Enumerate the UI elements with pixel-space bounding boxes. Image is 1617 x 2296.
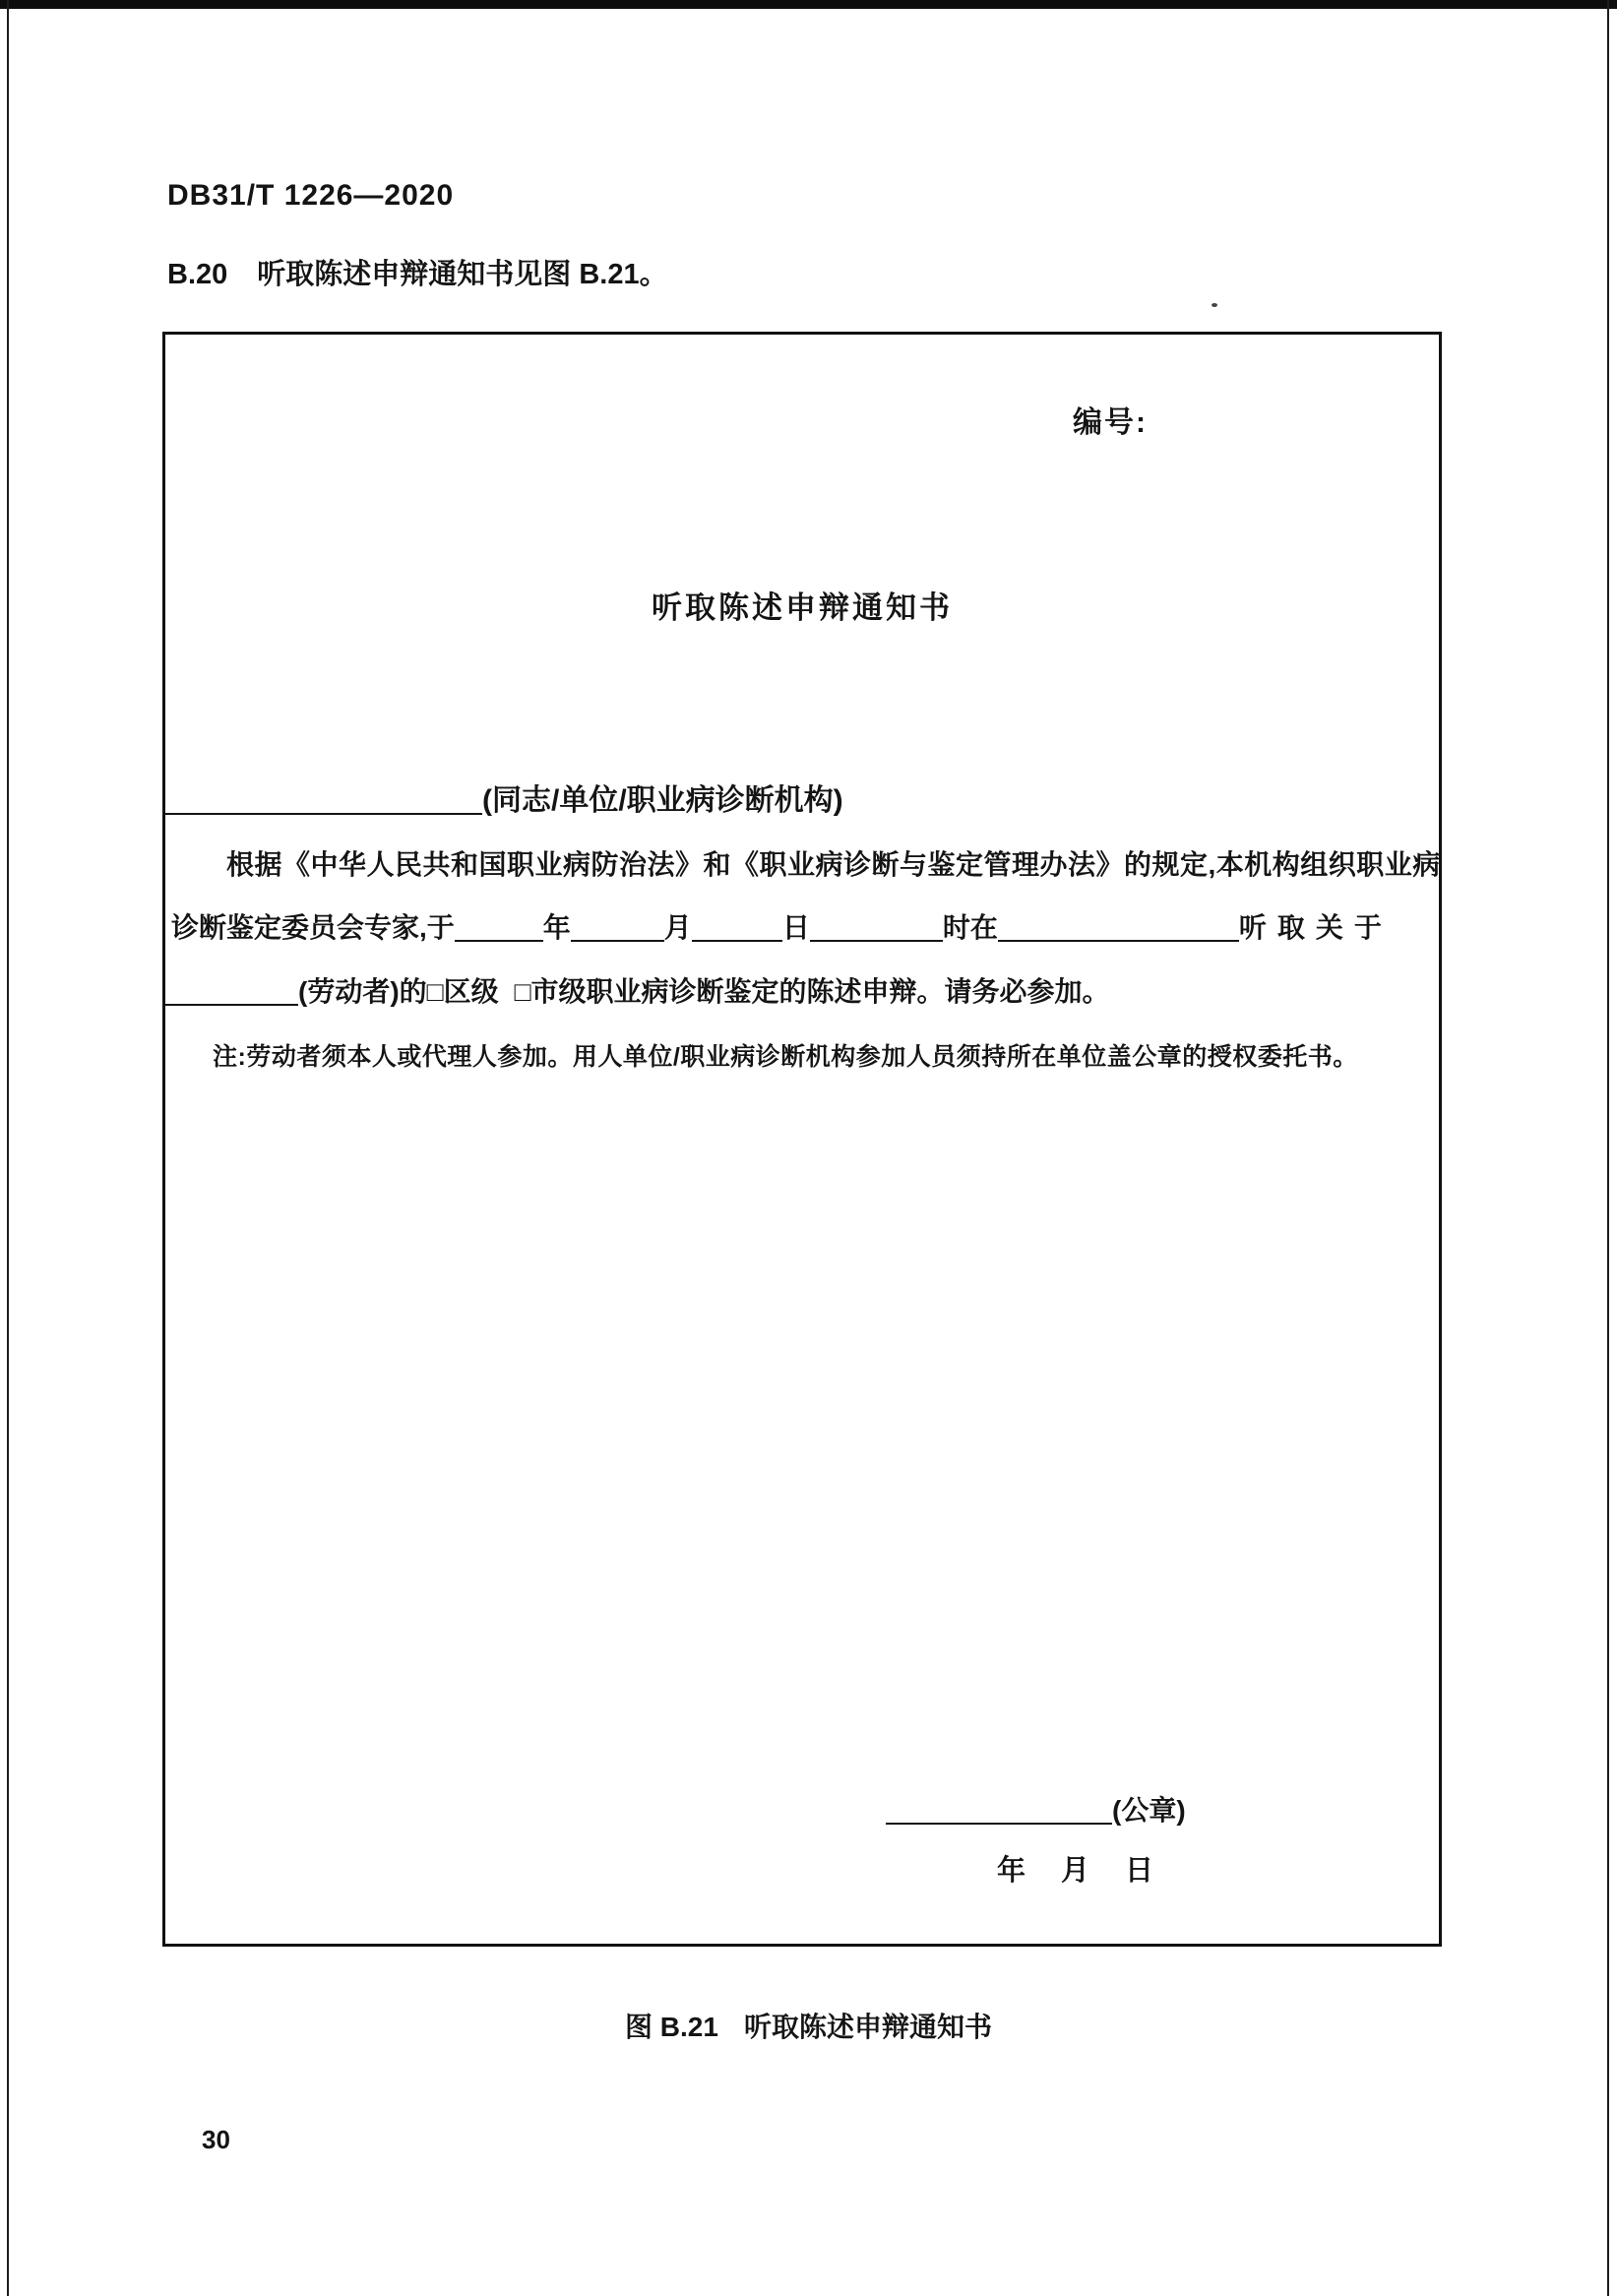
serial-number-label: 编号: (1073, 406, 1148, 439)
note-text: 注:劳动者须本人或代理人参加。用人单位/职业病诊断机构参加人员须持所在单位盖公章的授权委托书。 (213, 1043, 1358, 1071)
section-text: 听取陈述申辩通知书见图 B.21。 (257, 259, 668, 290)
line2-lead: 诊断鉴定委员会专家,于 (171, 912, 455, 943)
district-level-checkbox: □ (426, 976, 444, 1007)
district-level-label: 区级 (443, 976, 499, 1007)
date-month-label: 月 (1061, 1855, 1090, 1887)
addressee-line (165, 776, 843, 819)
signature-date-line (997, 1848, 1153, 1889)
date-year-label: 年 (997, 1855, 1026, 1887)
section-label: B.20 (167, 259, 228, 290)
time-blank-field (810, 912, 943, 942)
notice-form-box (162, 332, 1442, 1947)
addressee-blank-field (165, 783, 482, 815)
body-line-2 (171, 910, 1393, 946)
body-line-3 (165, 974, 1110, 1010)
time-at-label: 时在 (942, 912, 998, 943)
year-label: 年 (542, 912, 571, 943)
scan-edge-top (0, 0, 1617, 9)
section-heading (167, 258, 668, 291)
month-label: 月 (663, 912, 692, 943)
line2-tail: 听取关于 (1238, 912, 1393, 943)
seal-line (886, 1789, 1186, 1829)
day-blank-field (692, 912, 782, 942)
standard-number: DB31/T 1226—2020 (167, 179, 455, 212)
month-blank-field (571, 912, 664, 942)
place-blank-field (998, 912, 1239, 942)
scan-edge-left (7, 0, 9, 2296)
scan-edge-right (1607, 0, 1609, 2296)
worker-note: (劳动者)的 (298, 976, 427, 1007)
seal-suffix: (公章) (1112, 1795, 1186, 1826)
addressee-suffix: (同志/单位/职业病诊断机构) (482, 784, 843, 817)
city-level-label: 市级职业病诊断鉴定的陈述申辩。请务必参加。 (530, 976, 1110, 1007)
worker-name-blank-field (165, 976, 298, 1006)
scan-speck (1212, 303, 1217, 307)
figure-caption (0, 2006, 1617, 2045)
page-number: 30 (202, 2125, 230, 2154)
seal-org-blank-field (886, 1795, 1112, 1825)
form-title: 听取陈述申辩通知书 (652, 590, 953, 625)
day-label: 日 (781, 912, 810, 943)
body-line-1: 根据《中华人民共和国职业病防治法》和《职业病诊断与鉴定管理办法》的规定,本机构组织职业病 (226, 849, 1441, 880)
year-blank-field (455, 912, 543, 942)
figure-caption-label: 图 B.21 (625, 2012, 718, 2042)
date-day-label: 日 (1125, 1855, 1154, 1887)
figure-caption-text: 听取陈述申辩通知书 (743, 2012, 992, 2042)
city-level-checkbox: □ (514, 976, 531, 1007)
